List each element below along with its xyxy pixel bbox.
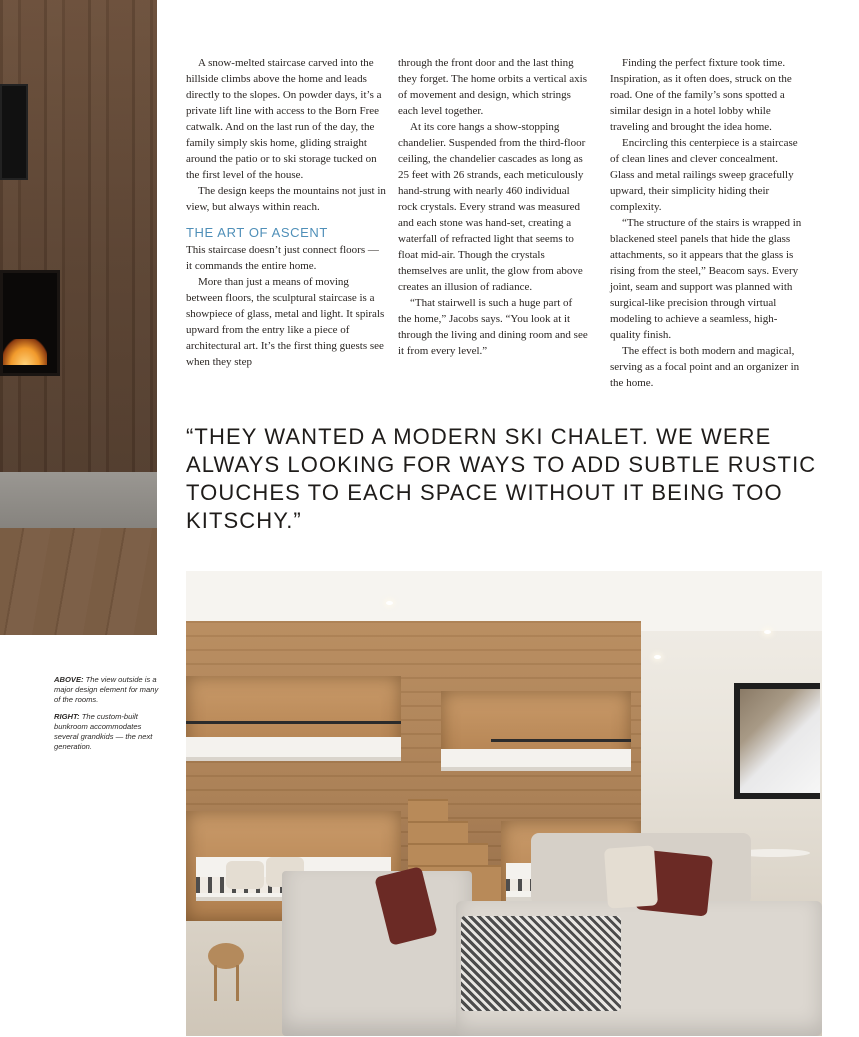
wall-tv [0, 84, 28, 180]
bunk-stair-step [408, 821, 468, 845]
caption-right [54, 712, 160, 752]
wood-floor [0, 528, 157, 635]
section-subhead: THE ART OF ASCENT [186, 225, 328, 240]
sectional-sofa-left [282, 871, 472, 1036]
paragraph: The effect is both modern and magical, serving as a focal point and an organizer in the home. [610, 345, 800, 389]
paragraph: At its core hangs a show-stopping chandelier. Suspended from the third-floor ceiling, the chandelier cascades as long as 25 feet with 26 strands, each meticulously hand-strung with nearly 460 individual rock crystals. Every strand was measured and each stone was hand-set, creating a waterfall of refracted light that seems to float mid-air. Though the crystals themselves are unlit, the glow from above creates an illusion of radiance. [398, 121, 586, 293]
pull-quote: “THEY WANTED A MODERN SKI CHALET. WE WERE ALWAYS LOOKING FOR WAYS TO ADD SUBTLE RUSTIC TOUCHES TO EACH SPACE WITHOUT IT BEING TOO KITSCHY.” [186, 424, 817, 533]
mattress [186, 737, 401, 761]
bunk-rail [186, 721, 401, 724]
pillow [226, 861, 264, 889]
caption-above-label: ABOVE: [54, 675, 84, 684]
paragraph: More than just a means of moving between floors, the sculptural staircase is a showpiece of glass, metal and light. It spirals upward from the entry like a piece of architectural art. It’s the first thing guests see when they step [186, 276, 385, 368]
bunk-stair-step [408, 843, 488, 867]
caption-right-text: The custom-built bunkroom accommodates several grandkids — the next generation. [54, 712, 153, 751]
houndstooth-ottoman [461, 916, 621, 1011]
light-pillow [604, 845, 658, 908]
ceiling-downlight [386, 601, 393, 605]
paragraph: Finding the perfect fixture took time. Inspiration, as it often does, struck on the road. One of the family’s sons spotted a similar design in a hotel lobby while traveling and brought the idea home. [610, 57, 792, 133]
caption-above [54, 675, 160, 705]
article-column-2 [398, 55, 588, 359]
window [734, 683, 820, 799]
snowy-window-view [740, 689, 820, 793]
article-column-1 [186, 55, 386, 370]
stool-leg [236, 965, 239, 1001]
bunk-rail [491, 739, 631, 742]
article-column-3 [610, 55, 805, 391]
paragraph: “The structure of the stairs is wrapped in blackened steel panels that hide the glass attachments, so it appears that the glass is rising from the steel,” Beacom says. Every joint, seam and support was planned with surgical-like precision through virtual modeling to achieve a seamless, high-quality finish. [610, 217, 802, 341]
caption-above-text: The view outside is a major design element for many of the rooms. [54, 675, 159, 704]
fire-flame [3, 339, 47, 365]
bunk-stair-step [408, 799, 448, 823]
stool-leg [214, 965, 217, 1001]
paragraph: A snow-melted staircase carved into the hillside climbs above the home and leads directly to the slopes. On powder days, it’s a private lift line with access to the Born Free catwalk. And on the last run of the day, the family simply skis home, gliding straight around the patio or to ski storage tucked on the first level of the house. [186, 57, 382, 181]
upper-right-bunk [441, 691, 631, 771]
mattress [441, 749, 631, 771]
paragraph: This staircase doesn’t just connect floors — it commands the entire home. [186, 244, 379, 272]
paragraph: through the front door and the last thing they forget. The home orbits a vertical axis of movement and design, which strings each level together. [398, 57, 587, 117]
paragraph: The design keeps the mountains not just in view, but always within reach. [186, 185, 386, 213]
bunkroom-photo [186, 571, 822, 1036]
ceiling-downlight [764, 630, 771, 634]
caption-right-label: RIGHT: [54, 712, 80, 721]
paragraph: “That stairwell is such a huge part of the home,” Jacobs says. “You look at it through the living and dining room and see it from every level.” [398, 297, 588, 357]
ceiling-downlight [654, 655, 661, 659]
fireplace [0, 270, 60, 376]
stone-hearth [0, 472, 157, 528]
fireplace-photo [0, 0, 157, 635]
photo-captions [54, 675, 160, 759]
upper-left-bunk [186, 676, 401, 761]
paragraph: Encircling this centerpiece is a staircase of clean lines and clever concealment. Glass and metal railings sweep gracefully upward, their simplicity hiding their complexity. [610, 137, 798, 213]
